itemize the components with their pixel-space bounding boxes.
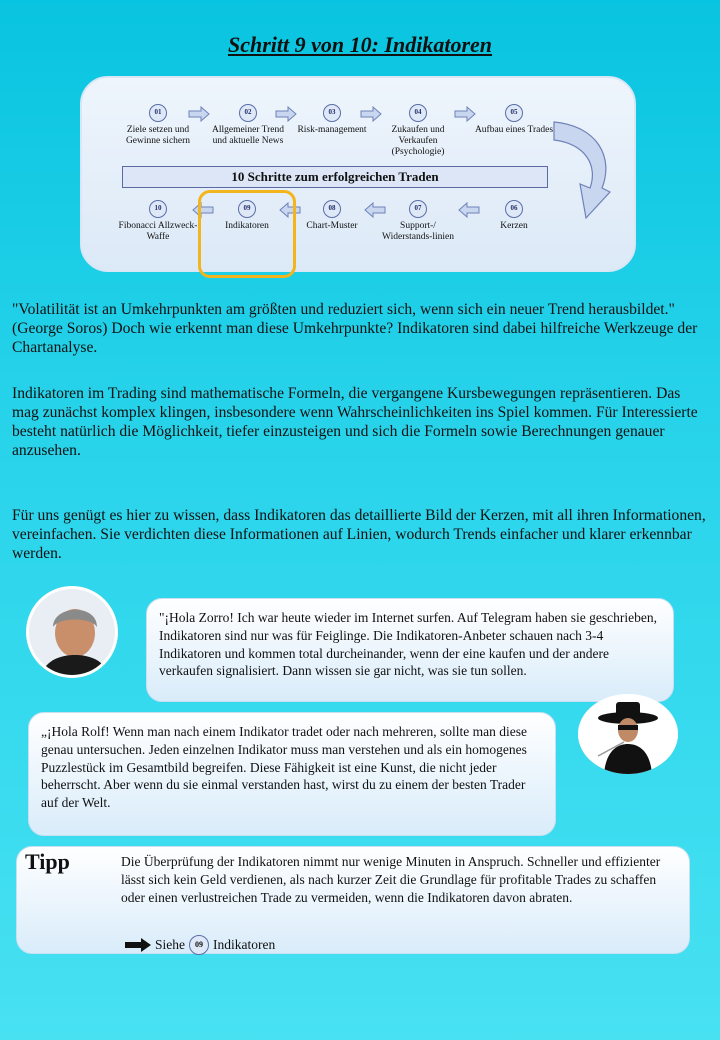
step-06	[474, 200, 554, 232]
speech-bubble-rolf	[146, 598, 674, 702]
arrow-icon	[454, 106, 476, 122]
arrow-icon	[275, 106, 297, 122]
step-number: 04	[409, 104, 427, 122]
curved-arrow-icon	[546, 118, 616, 222]
step-number: 09	[238, 200, 256, 218]
step-number: 06	[505, 200, 523, 218]
tipp-reference	[125, 935, 275, 955]
tipp-box	[16, 846, 690, 954]
step-label: Aufbau eines Trades	[474, 125, 554, 135]
tipp-ref-prefix: Siehe	[155, 937, 185, 953]
step-10	[118, 200, 198, 243]
step-number: 03	[323, 104, 341, 122]
avatar-rolf	[26, 586, 118, 678]
step-number: 10	[149, 200, 167, 218]
dialogue-rolf-text: "¡Hola Zorro! Ich war heute wieder im Internet surfen. Auf Telegram haben sie geschrieben, Indikatoren sind nur was für Feiglinge. Die Indikatoren-Anbeter schauen nach 3-4 Indikatoren und kommen total durcheinander, wenn der eine kaufen und der andere verkaufen signalisiert. Dann wissen sie gar nicht, was sie tun sollen.	[159, 610, 657, 679]
step-label: Zukaufen und Verkaufen (Psychologie)	[391, 125, 445, 157]
right-arrow-icon	[125, 938, 151, 952]
step-08	[292, 200, 372, 232]
step-04	[378, 104, 458, 158]
step-05	[474, 104, 554, 136]
speech-bubble-zorro	[28, 712, 556, 836]
step-number: 02	[239, 104, 257, 122]
page-title: Schritt 9 von 10: Indikatoren	[227, 32, 493, 57]
step-label: Risk-management	[297, 125, 367, 135]
paragraph-summary: Für uns genügt es hier zu wissen, dass Indikatoren das detaillierte Bild der Kerzen, mit all ihren Informationen, vereinfachen. Sie verdichten diese Informationen auf Linien, wodurch Trends einfacher und klarer erkennbar werden.	[12, 507, 706, 562]
arrow-icon	[360, 106, 382, 122]
step-label: Kerzen	[500, 221, 528, 231]
step-label: Allgemeiner Trend und aktuelle News	[211, 125, 285, 146]
arrow-icon	[364, 202, 386, 218]
tipp-text: Die Überprüfung der Indikatoren nimmt nur wenige Minuten in Anspruch. Schneller und effizienter lässt sich kein Geld verdienen, als nach kurzer Zeit die Grundlage für profitable Trades zu schaffen oder einen verlustreichen Trade zu vermeiden, wenn die Indikatoren davon abraten.	[121, 854, 661, 905]
step-number: 05	[505, 104, 523, 122]
step-label: Support-/ Widerstands-linien	[382, 221, 454, 242]
step-number: 07	[409, 200, 427, 218]
step-label: Chart-Muster	[306, 221, 358, 231]
paragraph-definition: Indikatoren im Trading sind mathematische Formeln, die vergangene Kursbewegungen repräsentieren. Das mag zunächst komplex klingen, insbesondere wenn Wahrscheinlichkeiten ins Spiel kommen. Für Interessierte besteht natürlich die Möglichkeit, tiefer einzusteigen und sich die Formeln sowie Berechnungen genauer anzusehen.	[12, 385, 698, 459]
arrow-icon	[188, 106, 210, 122]
step-label: Ziele setzen und Gewinne sichern	[125, 125, 191, 146]
tipp-title: Tipp	[25, 849, 70, 874]
arrow-icon	[458, 202, 480, 218]
step-07	[378, 200, 458, 243]
portrait-icon	[29, 589, 118, 678]
step-number: 01	[149, 104, 167, 122]
tipp-ref-number: 09	[189, 935, 209, 955]
steps-banner: 10 Schritte zum erfolgreichen Traden	[122, 166, 548, 188]
zorro-icon	[578, 694, 678, 774]
paragraph-intro: "Volatilität ist an Umkehrpunkten am größten und reduziert sich, wenn sich ein neuer Trend herausbildet." (George Soros) Doch wie erkennt man diese Umkehrpunkte? Indikatoren sind dabei hilfreiche Werkzeuge der Chartanalyse.	[12, 301, 698, 356]
step-number: 08	[323, 200, 341, 218]
current-step-highlight	[198, 190, 296, 278]
step-label: Fibonacci Allzweck-Waffe	[118, 221, 198, 242]
step-01	[118, 104, 198, 147]
step-label: Indikatoren	[225, 221, 269, 231]
tipp-ref-label: Indikatoren	[213, 937, 276, 953]
dialogue-zorro-text: „¡Hola Rolf! Wenn man nach einem Indikator tradet oder nach mehreren, sollte man diese genau untersuchen. Jeden einzelnen Indikator muss man verstehen und als ein homogenes Puzzlestück im Gesamtbild begreifen. Diese Fähigkeit ist eine Kunst, die nicht jeder beherrscht. Aber wenn du sie einmal verstanden hast, wirst du zu einem der besten Trader auf der Welt.	[41, 724, 527, 811]
steps-diagram	[80, 76, 636, 272]
avatar-zorro	[578, 694, 678, 774]
